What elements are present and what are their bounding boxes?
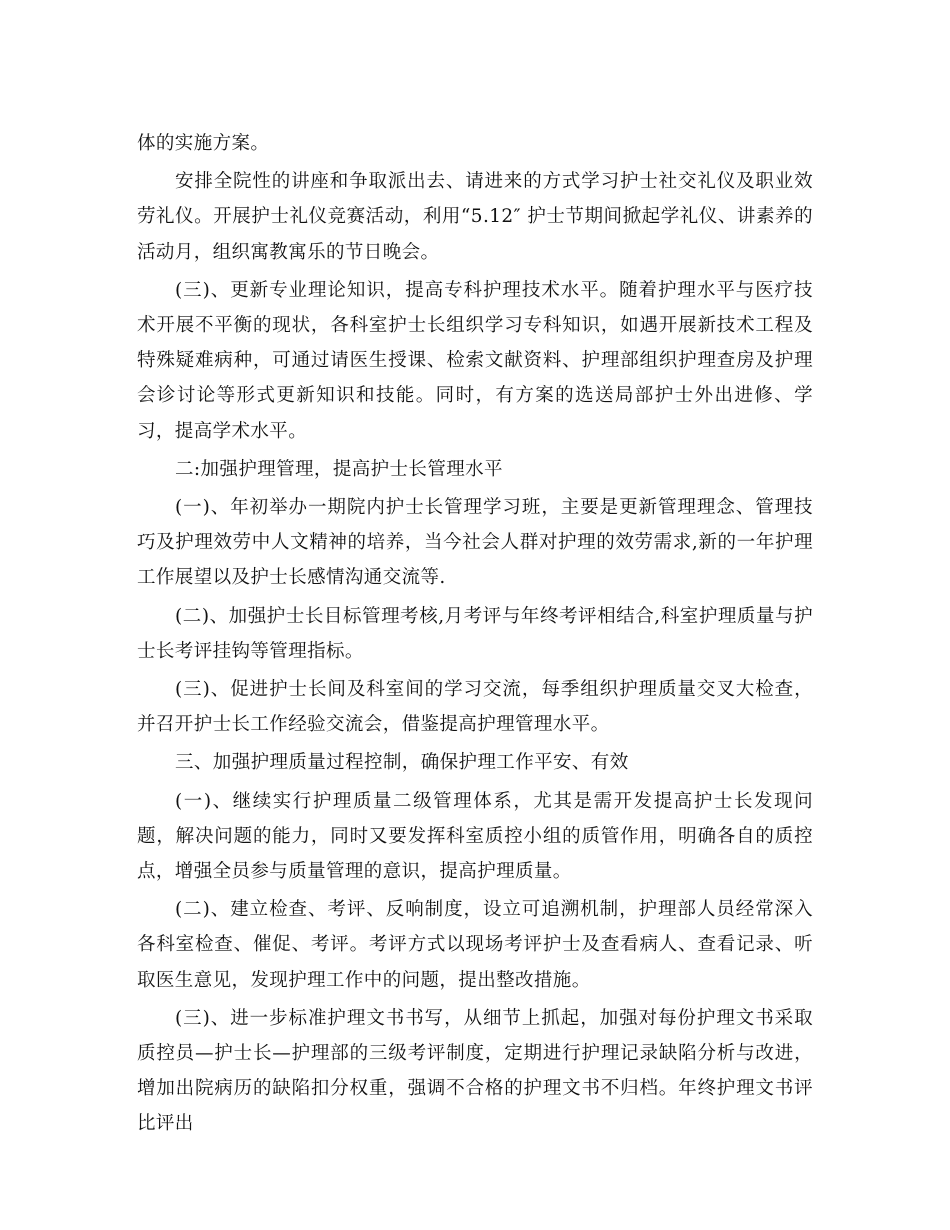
section-heading-quality-control: 三、加强护理质量过程控制，确保护理工作平安、有效 — [175, 752, 629, 774]
paragraph-implementation-plan-end: 体的实施方案。 — [137, 133, 270, 154]
paragraph-update-professional-knowledge: (三)、更新专业理论知识，提高专科护理技术水平。随着护理水平与医疗技术开展不平衡的现状，各科室护士长组织学习专科知识，如遇开展新技术工程及特殊疑难病种，可通过请医生授课、检索文献资料、护理部组织护理查房及护理会诊讨论等形式更新知识和技能。同时，有方案的选送局部护士外出进修、学习，提高学术水平。 — [137, 279, 813, 442]
paragraph-two-level-management: (一)、继续实行护理质量二级管理体系，尤其是需开发提高护士长发现问题，解决问题的能力，同时又要发挥科室质控小组的质管作用，明确各自的质控点，增强全员参与质量管理的意识，提高护理质量。 — [137, 790, 813, 883]
paragraph-etiquette-training: 安排全院性的讲座和争取派出去、请进来的方式学习护士社交礼仪及职业效劳礼仪。开展护士礼仪竞赛活动，利用“5.12″ 护士节期间掀起学礼仪、讲素养的活动月，组织寓教寓乐的节日晚会。 — [137, 171, 813, 263]
paragraph-head-nurse-training: (一)、年初举办一期院内护士长管理学习班，主要是更新管理理念、管理技巧及护理效劳中人文精神的培养，当今社会人群对护理的效劳需求,新的一年护理工作展望以及护士长感情沟通交流等. — [137, 497, 813, 589]
paragraph-exchange-learning: (三)、促进护士长间及科室间的学习交流，每季组织护理质量交叉大检查，并召开护士长工作经验交流会，借鉴提高护理管理水平。 — [137, 679, 813, 736]
paragraph-target-management: (二)、加强护士长目标管理考核,月考评与年终考评相结合,科室护理质量与护士长考评挂钩等管理指标。 — [137, 605, 813, 662]
paragraph-inspection-system: (二)、建立检查、考评、反响制度，设立可追溯机制，护理部人员经常深入各科室检查、催促、考评。考评方式以现场考评护士及查看病人、查看记录、听取医生意见，发现护理工作中的问题，提出整改措施。 — [137, 899, 813, 991]
paragraph-nursing-documents: (三)、进一步标准护理文书书写，从细节上抓起，加强对每份护理文书采取质控员—护士长—护理部的三级考评制度，定期进行护理记录缺陷分析与改进，增加出院病历的缺陷扣分权重，强调不合格的护理文书不归档。年终护理文书评比评出 — [137, 1007, 813, 1135]
section-heading-management: 二:加强护理管理，提高护士长管理水平 — [175, 458, 503, 480]
document-body — [137, 126, 813, 1145]
